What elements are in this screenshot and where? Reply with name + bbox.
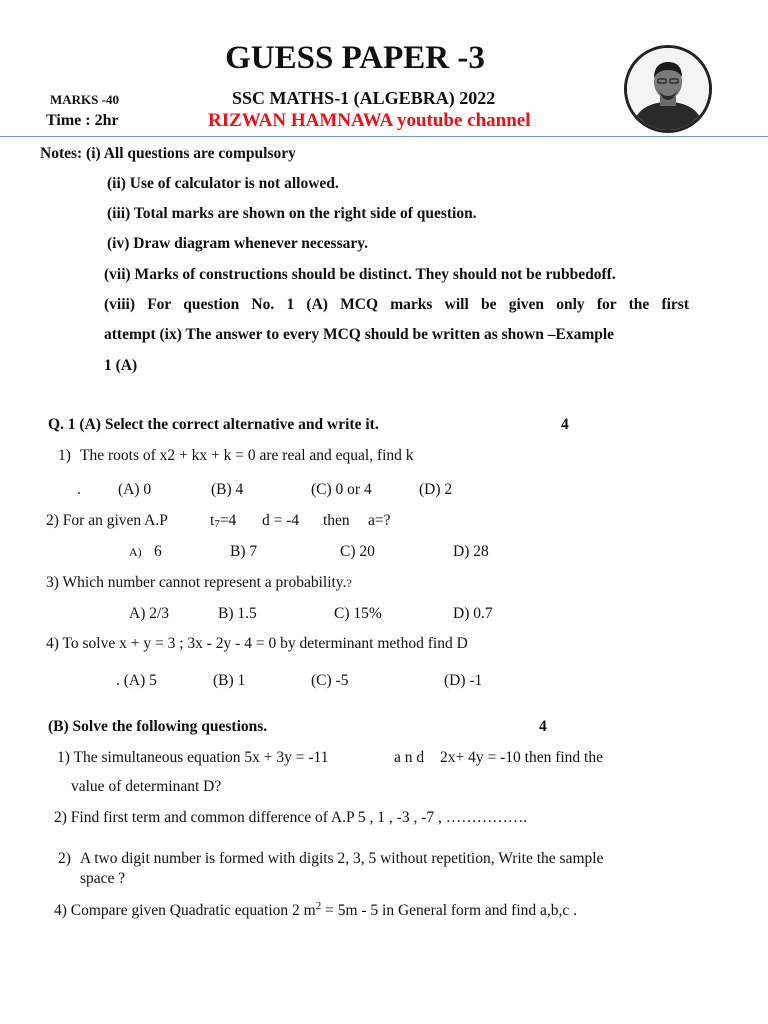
header-divider xyxy=(0,136,768,137)
q2-text: 2) For an given A.P xyxy=(46,512,168,529)
b-q4-text: 4) Compare given Quadratic equation 2 $m^2 = 5m - 5$ in General form and find a,b,c . xyxy=(54,900,578,920)
channel-name: RIZWAN HAMNAWA youtube channel xyxy=(208,110,531,131)
q2-option-a-label: A) xyxy=(129,545,142,559)
note-2: (ii) Use of calculator is not allowed. xyxy=(107,175,339,192)
time-label: Time : 2hr xyxy=(46,112,119,129)
q3-text: 3) Which number cannot represent a probability.? xyxy=(46,574,352,591)
subject-title: SSC MATHS-1 (ALGEBRA) 2022 xyxy=(232,88,496,108)
q2-then: then xyxy=(323,512,350,529)
q4-option-d: (D) -1 xyxy=(444,672,483,689)
b-q3-number: 2) xyxy=(58,850,71,867)
q3-option-a: A) 2/3 xyxy=(129,605,170,622)
section-a-marks: 4 xyxy=(561,416,569,433)
q2-option-a: 6 xyxy=(154,543,162,560)
marks-label: MARKS -40 xyxy=(50,92,119,107)
note-6: (viii) For question No. 1 (A) MCQ marks will be given only for the first xyxy=(104,296,689,313)
q3-option-b: B) 1.5 xyxy=(218,605,257,622)
page-title: GUESS PAPER -3 xyxy=(225,40,485,76)
q1-text: The roots of x2 + kx + k = 0 are real and equal, find k xyxy=(80,447,414,464)
note-3: (iii) Total marks are shown on the right side of question. xyxy=(107,205,477,222)
note-5: (vii) Marks of constructions should be distinct. They should not be rubbedoff. xyxy=(104,266,616,283)
section-b-heading: (B) Solve the following questions. xyxy=(48,718,268,735)
q4-option-b: (B) 1 xyxy=(213,672,246,689)
q4-option-c: (C) -5 xyxy=(311,672,349,689)
q1-number: 1) xyxy=(58,447,71,464)
b-q3-continuation: space ? xyxy=(80,870,126,887)
b-q1-text: 1) The simultaneous equation 5x + 3y = -11 xyxy=(57,749,329,766)
q1-option-c: (C) 0 or 4 xyxy=(311,481,372,498)
q1-option-d: (D) 2 xyxy=(419,481,453,498)
q1-option-b: (B) 4 xyxy=(211,481,244,498)
note-7: attempt (ix) The answer to every MCQ should be written as shown –Example xyxy=(104,326,615,343)
section-a-heading: Q. 1 (A) Select the correct alternative and write it. xyxy=(48,416,379,433)
note-8: 1 (A) xyxy=(104,357,138,374)
note-1: Notes: (i) All questions are compulsory xyxy=(40,145,296,162)
q1-option-a: (A) 0 xyxy=(118,481,152,498)
q4-option-a: . (A) 5 xyxy=(116,672,157,689)
q2-option-d: D) 28 xyxy=(453,543,489,560)
b-q1-equation: 2x+ 4y = -10 then find the xyxy=(440,749,603,766)
person-portrait-icon xyxy=(627,48,709,130)
b-q1-continuation: value of determinant D? xyxy=(71,778,222,795)
q2-option-b: B) 7 xyxy=(230,543,258,560)
section-b-marks: 4 xyxy=(539,718,547,735)
q2-term: t7=4 xyxy=(210,512,237,530)
b-q2-text: 2) Find first term and common difference of A.P 5 , 1 , -3 , -7 , ……………. xyxy=(54,809,528,826)
b-q3-text: A two digit number is formed with digits 2, 3, 5 without repetition, Write the sample xyxy=(80,850,604,867)
q2-find: a=? xyxy=(368,512,391,529)
q3-option-c: C) 15% xyxy=(334,605,382,622)
q2-option-c: C) 20 xyxy=(340,543,375,560)
q2-difference: d = -4 xyxy=(262,512,300,529)
q3-option-d: D) 0.7 xyxy=(453,605,493,622)
note-4: (iv) Draw diagram whenever necessary. xyxy=(107,235,369,252)
q1-leading-dot: . xyxy=(77,481,81,498)
q4-text: 4) To solve x + y = 3 ; 3x - 2y - 4 = 0 by determinant method find D xyxy=(46,635,468,652)
author-photo xyxy=(624,45,712,133)
b-q1-and: a n d xyxy=(394,749,425,766)
